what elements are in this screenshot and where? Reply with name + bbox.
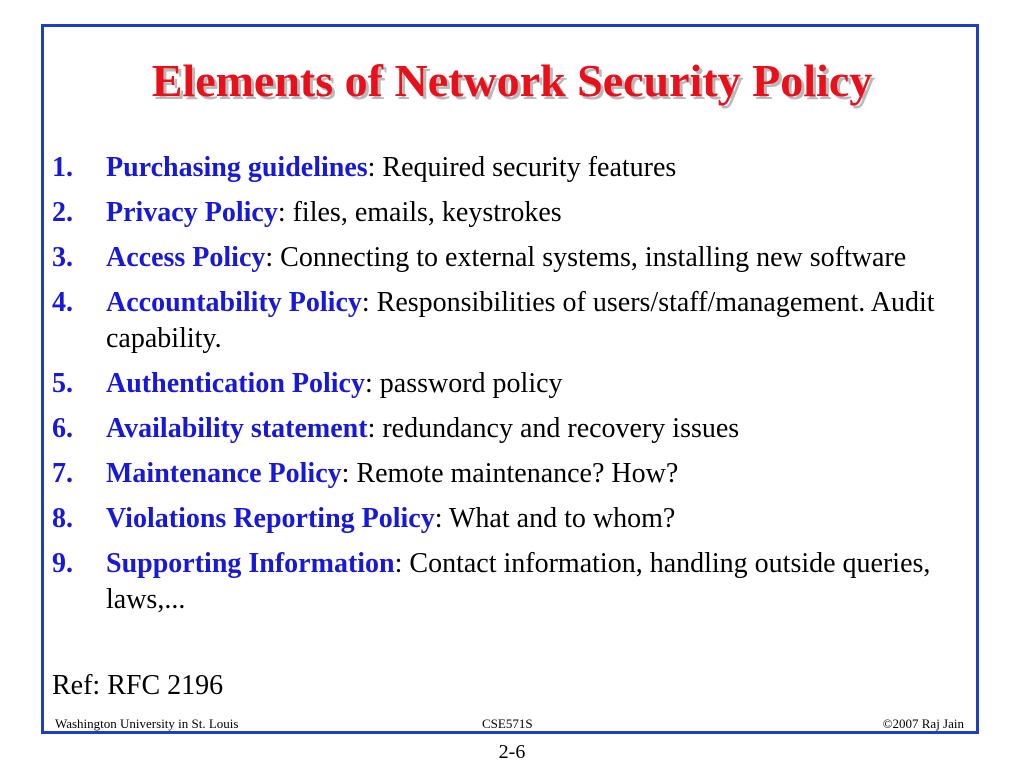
item-term: Privacy Policy [106, 197, 278, 228]
item-description: : password policy [365, 368, 563, 399]
item-term: Authentication Policy [106, 368, 365, 399]
item-number: 2. [52, 197, 73, 228]
item-number: 5. [52, 368, 73, 399]
list-item [52, 501, 962, 537]
item-description: : What and to whom? [434, 503, 676, 534]
list-item [52, 195, 962, 231]
item-description: : files, emails, keystrokes [277, 197, 562, 228]
list-item [52, 285, 962, 357]
item-term: Supporting Information [106, 548, 395, 579]
list-item [52, 411, 962, 447]
item-description: : redundancy and recovery issues [367, 413, 740, 444]
item-description: : Connecting to external systems, installing new software [265, 242, 907, 273]
item-number: 9. [52, 548, 73, 579]
item-number: 7. [52, 458, 73, 489]
slide-title: Elements of Network Security Policy [151, 55, 873, 106]
list-item [52, 456, 962, 492]
list-item [52, 546, 962, 618]
footer-institution: Washington University in St. Louis [55, 716, 239, 731]
item-number: 3. [52, 242, 73, 273]
item-term: Accountability Policy [106, 287, 362, 318]
policy-list [52, 150, 962, 627]
item-term: Purchasing guidelines [106, 152, 368, 183]
item-description: : Required security features [367, 152, 677, 183]
list-item [52, 240, 962, 276]
item-number: 8. [52, 503, 73, 534]
list-item [52, 366, 962, 402]
item-number: 6. [52, 413, 73, 444]
item-term: Violations Reporting Policy [106, 503, 435, 534]
list-item [52, 150, 962, 186]
footer-course: CSE571S [482, 716, 533, 731]
item-number: 4. [52, 287, 73, 318]
item-term: Access Policy [106, 242, 266, 273]
item-description: : Contact information, handling outside queries, laws,... [106, 548, 931, 615]
item-term: Availability statement [106, 413, 368, 444]
footer-copyright: ©2007 Raj Jain [882, 716, 964, 731]
item-description: : Responsibilities of users/staff/management. Audit capability. [106, 287, 935, 354]
item-term: Maintenance Policy [106, 458, 342, 489]
item-description: : Remote maintenance? How? [341, 458, 679, 489]
reference-text: Ref: RFC 2196 [52, 670, 224, 701]
item-number: 1. [52, 152, 73, 183]
page-number: 2-6 [498, 741, 526, 763]
